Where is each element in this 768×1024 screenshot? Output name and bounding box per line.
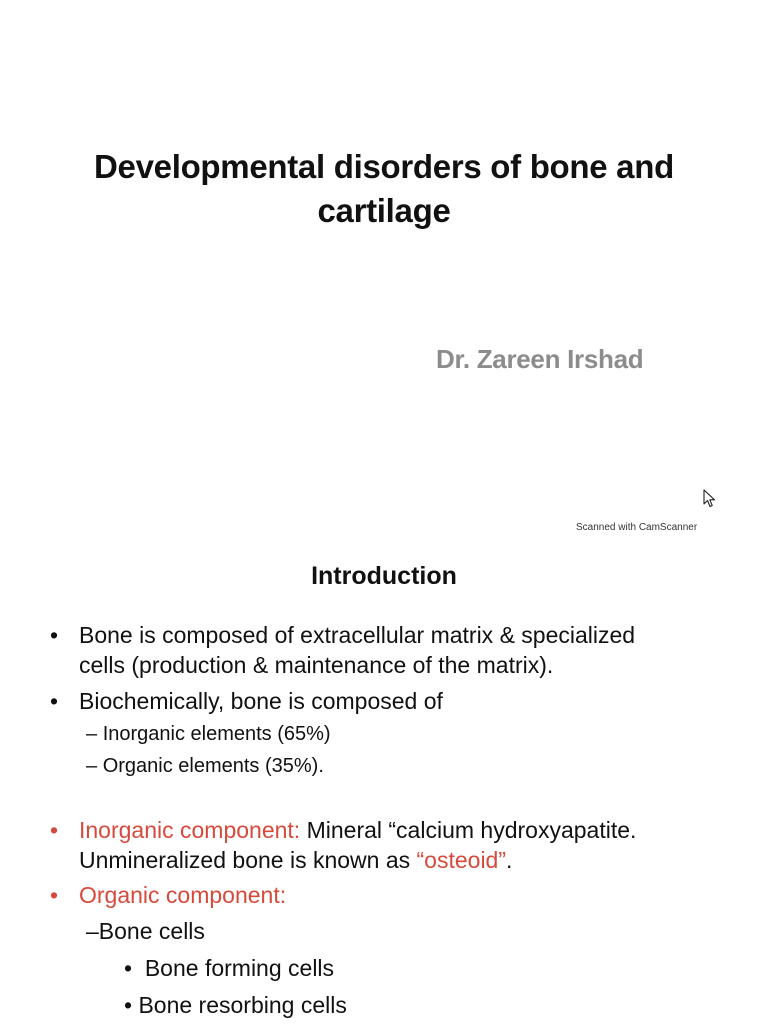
slide-title — [40, 145, 728, 233]
bullet-item — [50, 620, 740, 680]
bullet-text-line: . — [506, 847, 513, 873]
bullet-item — [50, 880, 740, 910]
bullet-text-line: Bone is composed of extracellular matrix & specialized — [79, 622, 636, 648]
dash-icon: – — [86, 755, 98, 777]
nested-item-text: Bone resorbing cells — [138, 992, 347, 1018]
bullet-icon: • — [124, 992, 133, 1018]
inorganic-label: Inorganic component: — [79, 817, 301, 843]
nested-list-item — [124, 990, 347, 1020]
osteoid-highlight: “osteoid” — [416, 847, 506, 873]
bullet-icon: • — [124, 955, 133, 981]
bullet-item — [50, 686, 740, 716]
bullet-text — [79, 815, 740, 875]
sub-list-item — [86, 720, 331, 748]
sub-item-text: Bone cells — [98, 918, 205, 944]
dash-icon: – — [86, 918, 99, 944]
bullet-text-line: cells (production & maintenance of the matrix). — [79, 652, 554, 678]
bullet-text: Biochemically, bone is composed of — [79, 688, 443, 714]
camscanner-watermark: Scanned with CamScanner — [576, 522, 698, 533]
bullet-icon: • — [50, 817, 59, 843]
bullet-icon: • — [50, 688, 59, 714]
organic-label: Organic component: — [79, 882, 287, 908]
bullet-icon: • — [50, 622, 59, 648]
bullet-icon: • — [50, 882, 59, 908]
slide-title-line1: Developmental disorders of bone and — [94, 148, 674, 185]
dash-icon: – — [86, 723, 98, 745]
section-heading: Introduction — [311, 562, 457, 590]
sub-list-item — [86, 916, 205, 946]
slide-title-line2: cartilage — [317, 192, 451, 229]
sub-item-text: Inorganic elements (65%) — [102, 723, 331, 745]
bullet-text — [79, 620, 740, 680]
author-name: Dr. Zareen Irshad — [436, 344, 644, 374]
sub-list-item — [86, 752, 324, 780]
bullet-text-line: Mineral “calcium hydroxyapatite. — [300, 817, 637, 843]
nested-item-text: Bone forming cells — [144, 955, 335, 981]
nested-list-item — [124, 953, 334, 983]
bullet-text-line: Unmineralized bone is known as — [79, 847, 417, 873]
mouse-pointer-icon — [703, 489, 717, 509]
bullet-item — [50, 815, 740, 875]
sub-item-text: Organic elements (35%). — [102, 755, 324, 777]
